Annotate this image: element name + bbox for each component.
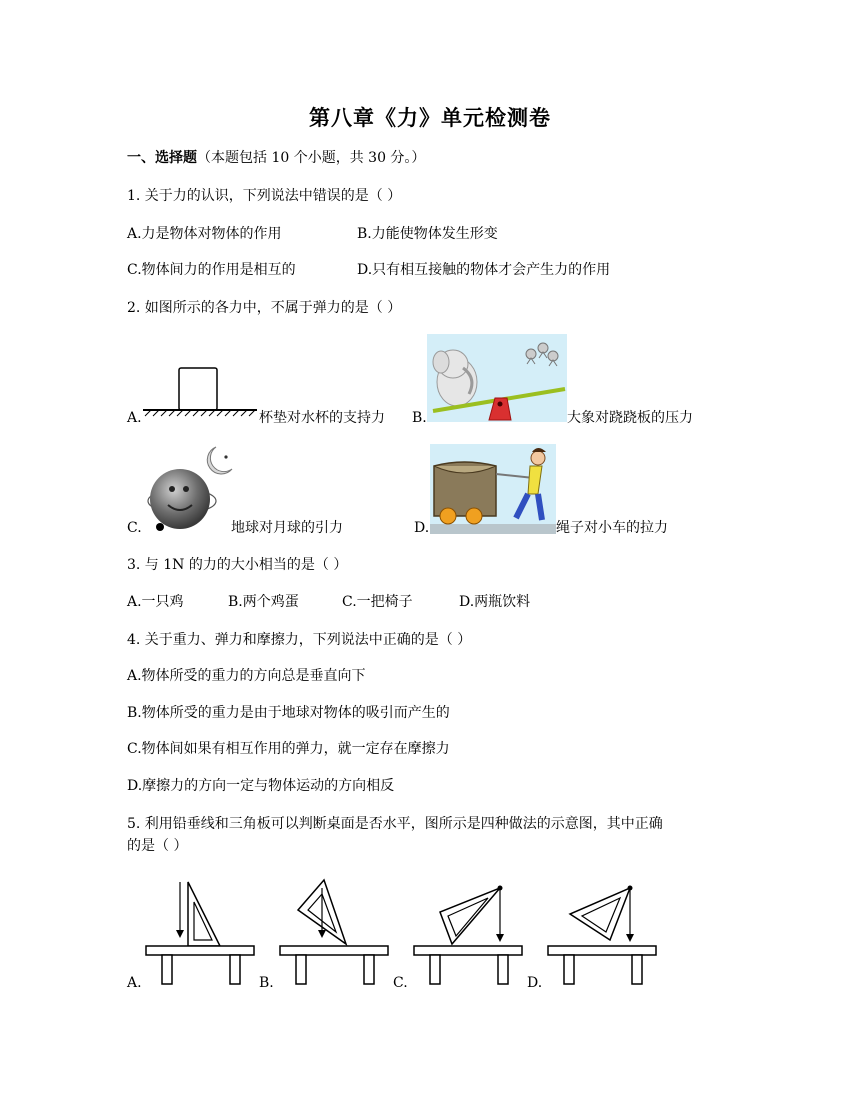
q2-option-d-letter: D. xyxy=(414,520,430,536)
q2-option-d-text: 绳子对小车的拉力 xyxy=(556,520,668,536)
q2-option-a-letter: A. xyxy=(127,410,142,426)
q5-figure-a xyxy=(144,878,256,986)
q1-option-a: A.力是物体对物体的作用 xyxy=(127,226,282,242)
q5-figure-c xyxy=(412,878,524,986)
q1-option-b: B.力能使物体发生形变 xyxy=(357,226,498,242)
q5-stem-line2: 的是（ ） xyxy=(127,838,188,854)
q5-stem-line1: 5. 利用铅垂线和三角板可以判断桌面是否水平，图所示是四种做法的示意图，其中正确 xyxy=(127,816,663,832)
section-heading xyxy=(127,148,425,168)
q4-option-a: A.物体所受的重力的方向总是垂直向下 xyxy=(127,668,366,684)
q4-option-d: D.摩擦力的方向一定与物体运动的方向相反 xyxy=(127,778,395,794)
q4-option-c: C.物体间如果有相互作用的弹力，就一定存在摩擦力 xyxy=(127,741,450,757)
q5-option-d: D. xyxy=(527,975,543,991)
q4-stem: 4. 关于重力、弹力和摩擦力，下列说法中正确的是（ ） xyxy=(127,632,472,648)
q3-option-a: A.一只鸡 xyxy=(127,594,184,610)
q3-stem: 3. 与 1N 的力的大小相当的是（ ） xyxy=(127,557,348,573)
q4-option-b: B.物体所受的重力是由于地球对物体的吸引而产生的 xyxy=(127,705,450,721)
q2-option-b-text: 大象对跷跷板的压力 xyxy=(567,410,693,426)
q1-stem: 1. 关于力的认识，下列说法中错误的是（ ） xyxy=(127,188,402,204)
elephant-seesaw-figure xyxy=(427,334,567,422)
q2-option-a-text: 杯垫对水杯的支持力 xyxy=(259,410,385,426)
q5-option-c: C. xyxy=(393,975,408,991)
earth-moon-figure xyxy=(146,443,236,535)
q2-option-b-letter: B. xyxy=(412,410,427,426)
page-title: 第八章《力》单元检测卷 xyxy=(309,105,551,130)
q3-option-b: B.两个鸡蛋 xyxy=(228,594,299,610)
q3-option-d: D.两瓶饮料 xyxy=(459,594,531,610)
q3-option-c: C.一把椅子 xyxy=(342,594,413,610)
section-heading-label: 一、选择题 xyxy=(127,150,197,166)
section-heading-note: （本题包括 10 个小题，共 30 分。） xyxy=(197,150,426,166)
q5-option-a: A. xyxy=(127,975,142,991)
q5-figure-d xyxy=(546,878,658,986)
q1-option-c: C.物体间力的作用是相互的 xyxy=(127,262,296,278)
cup-on-mat-figure xyxy=(141,364,259,424)
q1-option-d: D.只有相互接触的物体才会产生力的作用 xyxy=(357,262,611,278)
pulling-cart-figure xyxy=(430,444,556,534)
q2-stem: 2. 如图所示的各力中，不属于弹力的是（ ） xyxy=(127,300,402,316)
q5-figure-b xyxy=(278,878,390,986)
q5-option-b: B. xyxy=(259,975,274,991)
q2-option-c-text: 地球对月球的引力 xyxy=(231,520,343,536)
q2-option-c-letter: C. xyxy=(127,520,142,536)
